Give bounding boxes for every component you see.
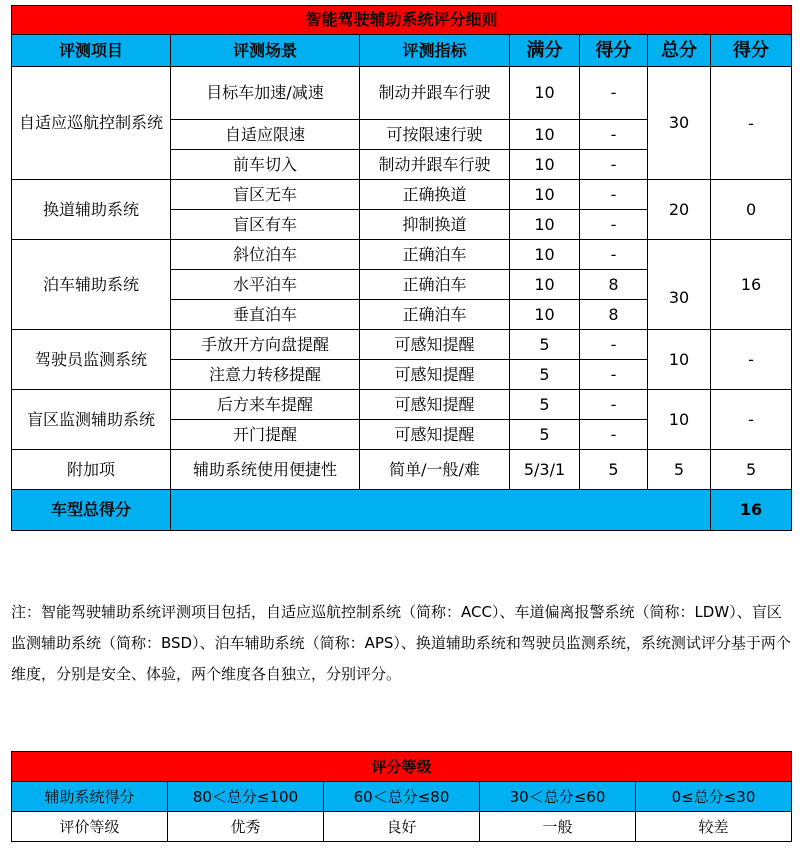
full-cell: 10 — [510, 240, 580, 270]
table-row — [12, 390, 792, 420]
header-group-score: 得分 — [711, 35, 792, 67]
total-cell: 10 — [648, 390, 711, 450]
group-score-cell: - — [711, 330, 792, 390]
score-cell: - — [580, 420, 648, 450]
score-cell: 5 — [580, 450, 648, 490]
metric-cell: 可感知提醒 — [360, 420, 510, 450]
metric-cell: 可感知提醒 — [360, 330, 510, 360]
full-cell: 5/3/1 — [510, 450, 580, 490]
grade-row — [12, 812, 792, 842]
total-cell: 30 — [648, 240, 711, 330]
scene-cell: 开门提醒 — [171, 420, 360, 450]
grade-header-cell: 60＜总分≤80 — [324, 782, 480, 812]
scene-cell: 辅助系统使用便捷性 — [171, 450, 360, 490]
full-cell: 5 — [510, 390, 580, 420]
header-item: 评测项目 — [12, 35, 171, 67]
item-acc: 自适应巡航控制系统 — [12, 67, 171, 180]
table-row — [12, 330, 792, 360]
metric-cell: 可感知提醒 — [360, 360, 510, 390]
note-paragraph: 注：智能驾驶辅助系统评测项目包括，自适应巡航控制系统（简称：ACC）、车道偏离报警系统（简称：LDW）、盲区监测辅助系统（简称：BSD）、泊车辅助系统（简称：APS）、换道辅助系统和驾驶员监测系统，系统测试评分基于两个维度，分别是安全、体验，两个维度各自独立，分别评分。 — [11, 603, 791, 683]
metric-cell: 制动并跟车行驶 — [360, 67, 510, 120]
scene-cell: 盲区有车 — [171, 210, 360, 240]
item-bsd: 盲区监测辅助系统 — [12, 390, 171, 450]
score-cell: - — [580, 150, 648, 180]
score-cell: - — [580, 330, 648, 360]
full-cell: 10 — [510, 180, 580, 210]
grade-cell: 一般 — [480, 812, 636, 842]
group-score-cell: - — [711, 390, 792, 450]
full-cell: 10 — [510, 120, 580, 150]
table-row — [12, 450, 792, 490]
final-score-label: 车型总得分 — [12, 490, 171, 531]
scene-cell: 后方来车提醒 — [171, 390, 360, 420]
full-cell: 10 — [510, 300, 580, 330]
scene-cell: 水平泊车 — [171, 270, 360, 300]
full-cell: 10 — [510, 150, 580, 180]
metric-cell: 可感知提醒 — [360, 390, 510, 420]
full-cell: 5 — [510, 420, 580, 450]
grade-header-row — [12, 782, 792, 812]
metric-cell: 正确泊车 — [360, 270, 510, 300]
metric-cell: 正确泊车 — [360, 240, 510, 270]
full-cell: 5 — [510, 330, 580, 360]
grade-cell: 良好 — [324, 812, 480, 842]
score-cell: - — [580, 360, 648, 390]
item-extra: 附加项 — [12, 450, 171, 490]
header-score: 得分 — [580, 35, 648, 67]
scene-cell: 前车切入 — [171, 150, 360, 180]
metric-cell: 抑制换道 — [360, 210, 510, 240]
grade-table — [11, 751, 792, 842]
score-table — [11, 5, 792, 531]
score-cell: - — [580, 180, 648, 210]
metric-cell: 简单/一般/难 — [360, 450, 510, 490]
group-score-cell: 0 — [711, 180, 792, 240]
metric-cell: 可按限速行驶 — [360, 120, 510, 150]
total-cell: 10 — [648, 330, 711, 390]
table-row — [12, 240, 792, 270]
group-score-cell: 5 — [711, 450, 792, 490]
metric-cell: 制动并跟车行驶 — [360, 150, 510, 180]
grade-header-cell: 辅助系统得分 — [12, 782, 168, 812]
full-cell: 5 — [510, 360, 580, 390]
grade-cell: 评价等级 — [12, 812, 168, 842]
scene-cell: 手放开方向盘提醒 — [171, 330, 360, 360]
total-cell: 20 — [648, 180, 711, 240]
score-cell: 8 — [580, 270, 648, 300]
final-score-row — [12, 490, 792, 531]
header-total: 总分 — [648, 35, 711, 67]
scene-cell: 盲区无车 — [171, 180, 360, 210]
scene-cell: 自适应限速 — [171, 120, 360, 150]
table-row — [12, 67, 792, 120]
metric-cell: 正确换道 — [360, 180, 510, 210]
scene-cell: 目标车加速/减速 — [171, 67, 360, 120]
grade-header-cell: 0≤总分≤30 — [636, 782, 792, 812]
item-driver-monitor: 驾驶员监测系统 — [12, 330, 171, 390]
total-cell: 30 — [648, 67, 711, 180]
score-cell: - — [580, 240, 648, 270]
score-cell: - — [580, 120, 648, 150]
score-cell: - — [580, 67, 648, 120]
table-row — [12, 180, 792, 210]
grade-header-cell: 30＜总分≤60 — [480, 782, 636, 812]
final-score-blank — [171, 490, 711, 531]
header-metric: 评测指标 — [360, 35, 510, 67]
scene-cell: 垂直泊车 — [171, 300, 360, 330]
grade-cell: 较差 — [636, 812, 792, 842]
table-title: 智能驾驶辅助系统评分细则 — [12, 6, 792, 35]
grade-title: 评分等级 — [12, 752, 792, 782]
score-cell: - — [580, 210, 648, 240]
grade-cell: 优秀 — [168, 812, 324, 842]
scene-cell: 斜位泊车 — [171, 240, 360, 270]
scene-cell: 注意力转移提醒 — [171, 360, 360, 390]
full-cell: 10 — [510, 67, 580, 120]
score-cell: 8 — [580, 300, 648, 330]
metric-cell: 正确泊车 — [360, 300, 510, 330]
final-score-value: 16 — [711, 490, 792, 531]
group-score-cell: 16 — [711, 240, 792, 330]
full-cell: 10 — [510, 210, 580, 240]
header-full: 满分 — [510, 35, 580, 67]
item-lane-change: 换道辅助系统 — [12, 180, 171, 240]
group-score-cell: - — [711, 67, 792, 180]
header-scene: 评测场景 — [171, 35, 360, 67]
full-cell: 10 — [510, 270, 580, 300]
score-cell: - — [580, 390, 648, 420]
grade-header-cell: 80＜总分≤100 — [168, 782, 324, 812]
item-parking: 泊车辅助系统 — [12, 240, 171, 330]
total-cell: 5 — [648, 450, 711, 490]
